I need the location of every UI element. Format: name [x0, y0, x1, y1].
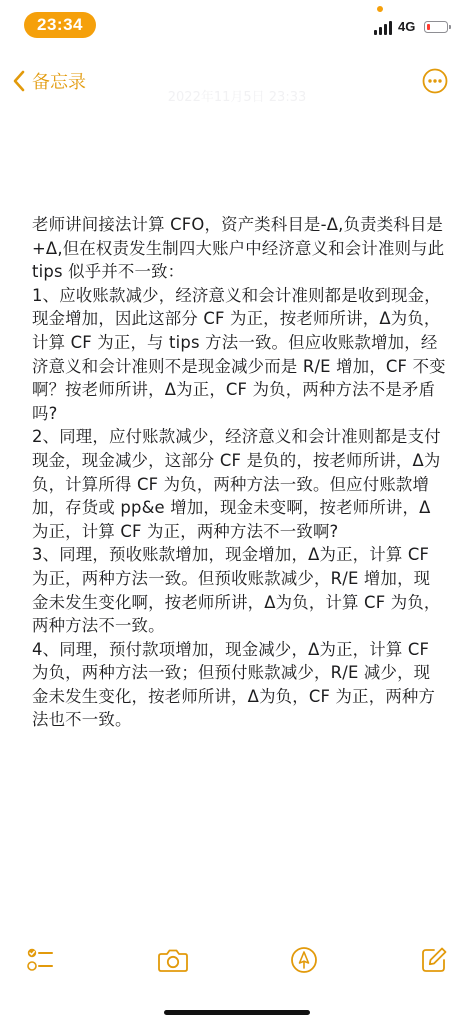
battery-icon [424, 21, 448, 33]
network-type: 4G [398, 19, 416, 34]
status-bar [0, 0, 474, 50]
cellular-signal-icon [374, 21, 394, 35]
back-button-label: 备忘录 [32, 72, 86, 93]
checklist-button[interactable] [24, 944, 56, 976]
note-paragraph: 4、同理，预付款项增加，现金减少，Δ为正，计算 CF 为负，两种方法一致；但预付账款减少，R/E 减少，现金未发生变化，按老师所讲，Δ为负，CF 为正，两种方法也不一致。 [32, 639, 436, 730]
note-paragraph: 3、同理，预收账款增加，现金增加，Δ为正，计算 CF 为正，两种方法一致。但预收账款减少，R/E 增加，现金未发生变化啊，按老师所讲，Δ为负，计算 CF 为负，两种方法不一致。 [32, 545, 441, 636]
battery-level [427, 24, 430, 30]
home-indicator[interactable] [164, 1010, 310, 1015]
status-time[interactable]: 23:34 [24, 12, 96, 38]
camera-button[interactable] [157, 944, 189, 976]
camera-icon [157, 946, 189, 974]
note-paragraph: 2、同理，应付账款减少，经济意义和会计准则都是支付现金，现金减少，这部分 CF 是负的，按老师所讲，Δ为负，计算所得 CF 为负，两种方法一致。但应付账款增加，存货或 pp&e 增加，现金未变啊，按老师所讲，Δ为正，计算 CF 为正，两种方法不一致啊? [32, 427, 441, 541]
note-paragraph: 1、应收账款减少，经济意义和会计准则都是收到现金，现金增加，因此这部分 CF 为正，按老师所讲，Δ为负，计算 CF 为正，与 tips 方法一致。但应收账款增加，经济意义和会计准则不是现金减少而是 R/E 增加，CF 不变啊？按老师所讲，Δ为正，CF 为负，两种方法不是矛盾吗? [32, 285, 446, 423]
note-date: 2022年11月5日 23:33 [167, 90, 307, 105]
markup-pen-icon [290, 946, 318, 974]
compose-button[interactable] [418, 944, 450, 976]
note-body[interactable] [32, 213, 446, 732]
checklist-icon [25, 945, 55, 975]
camera-in-use-indicator-icon [377, 6, 383, 12]
compose-icon [420, 946, 448, 974]
markup-button[interactable] [288, 944, 320, 976]
note-paragraph: 老师讲间接法计算 CFO，资产类科目是-Δ,负责类科目是 +Δ,但在权责发生制四大账户中经济意义和会计准则与此 tips 似乎并不一致： [32, 215, 445, 282]
